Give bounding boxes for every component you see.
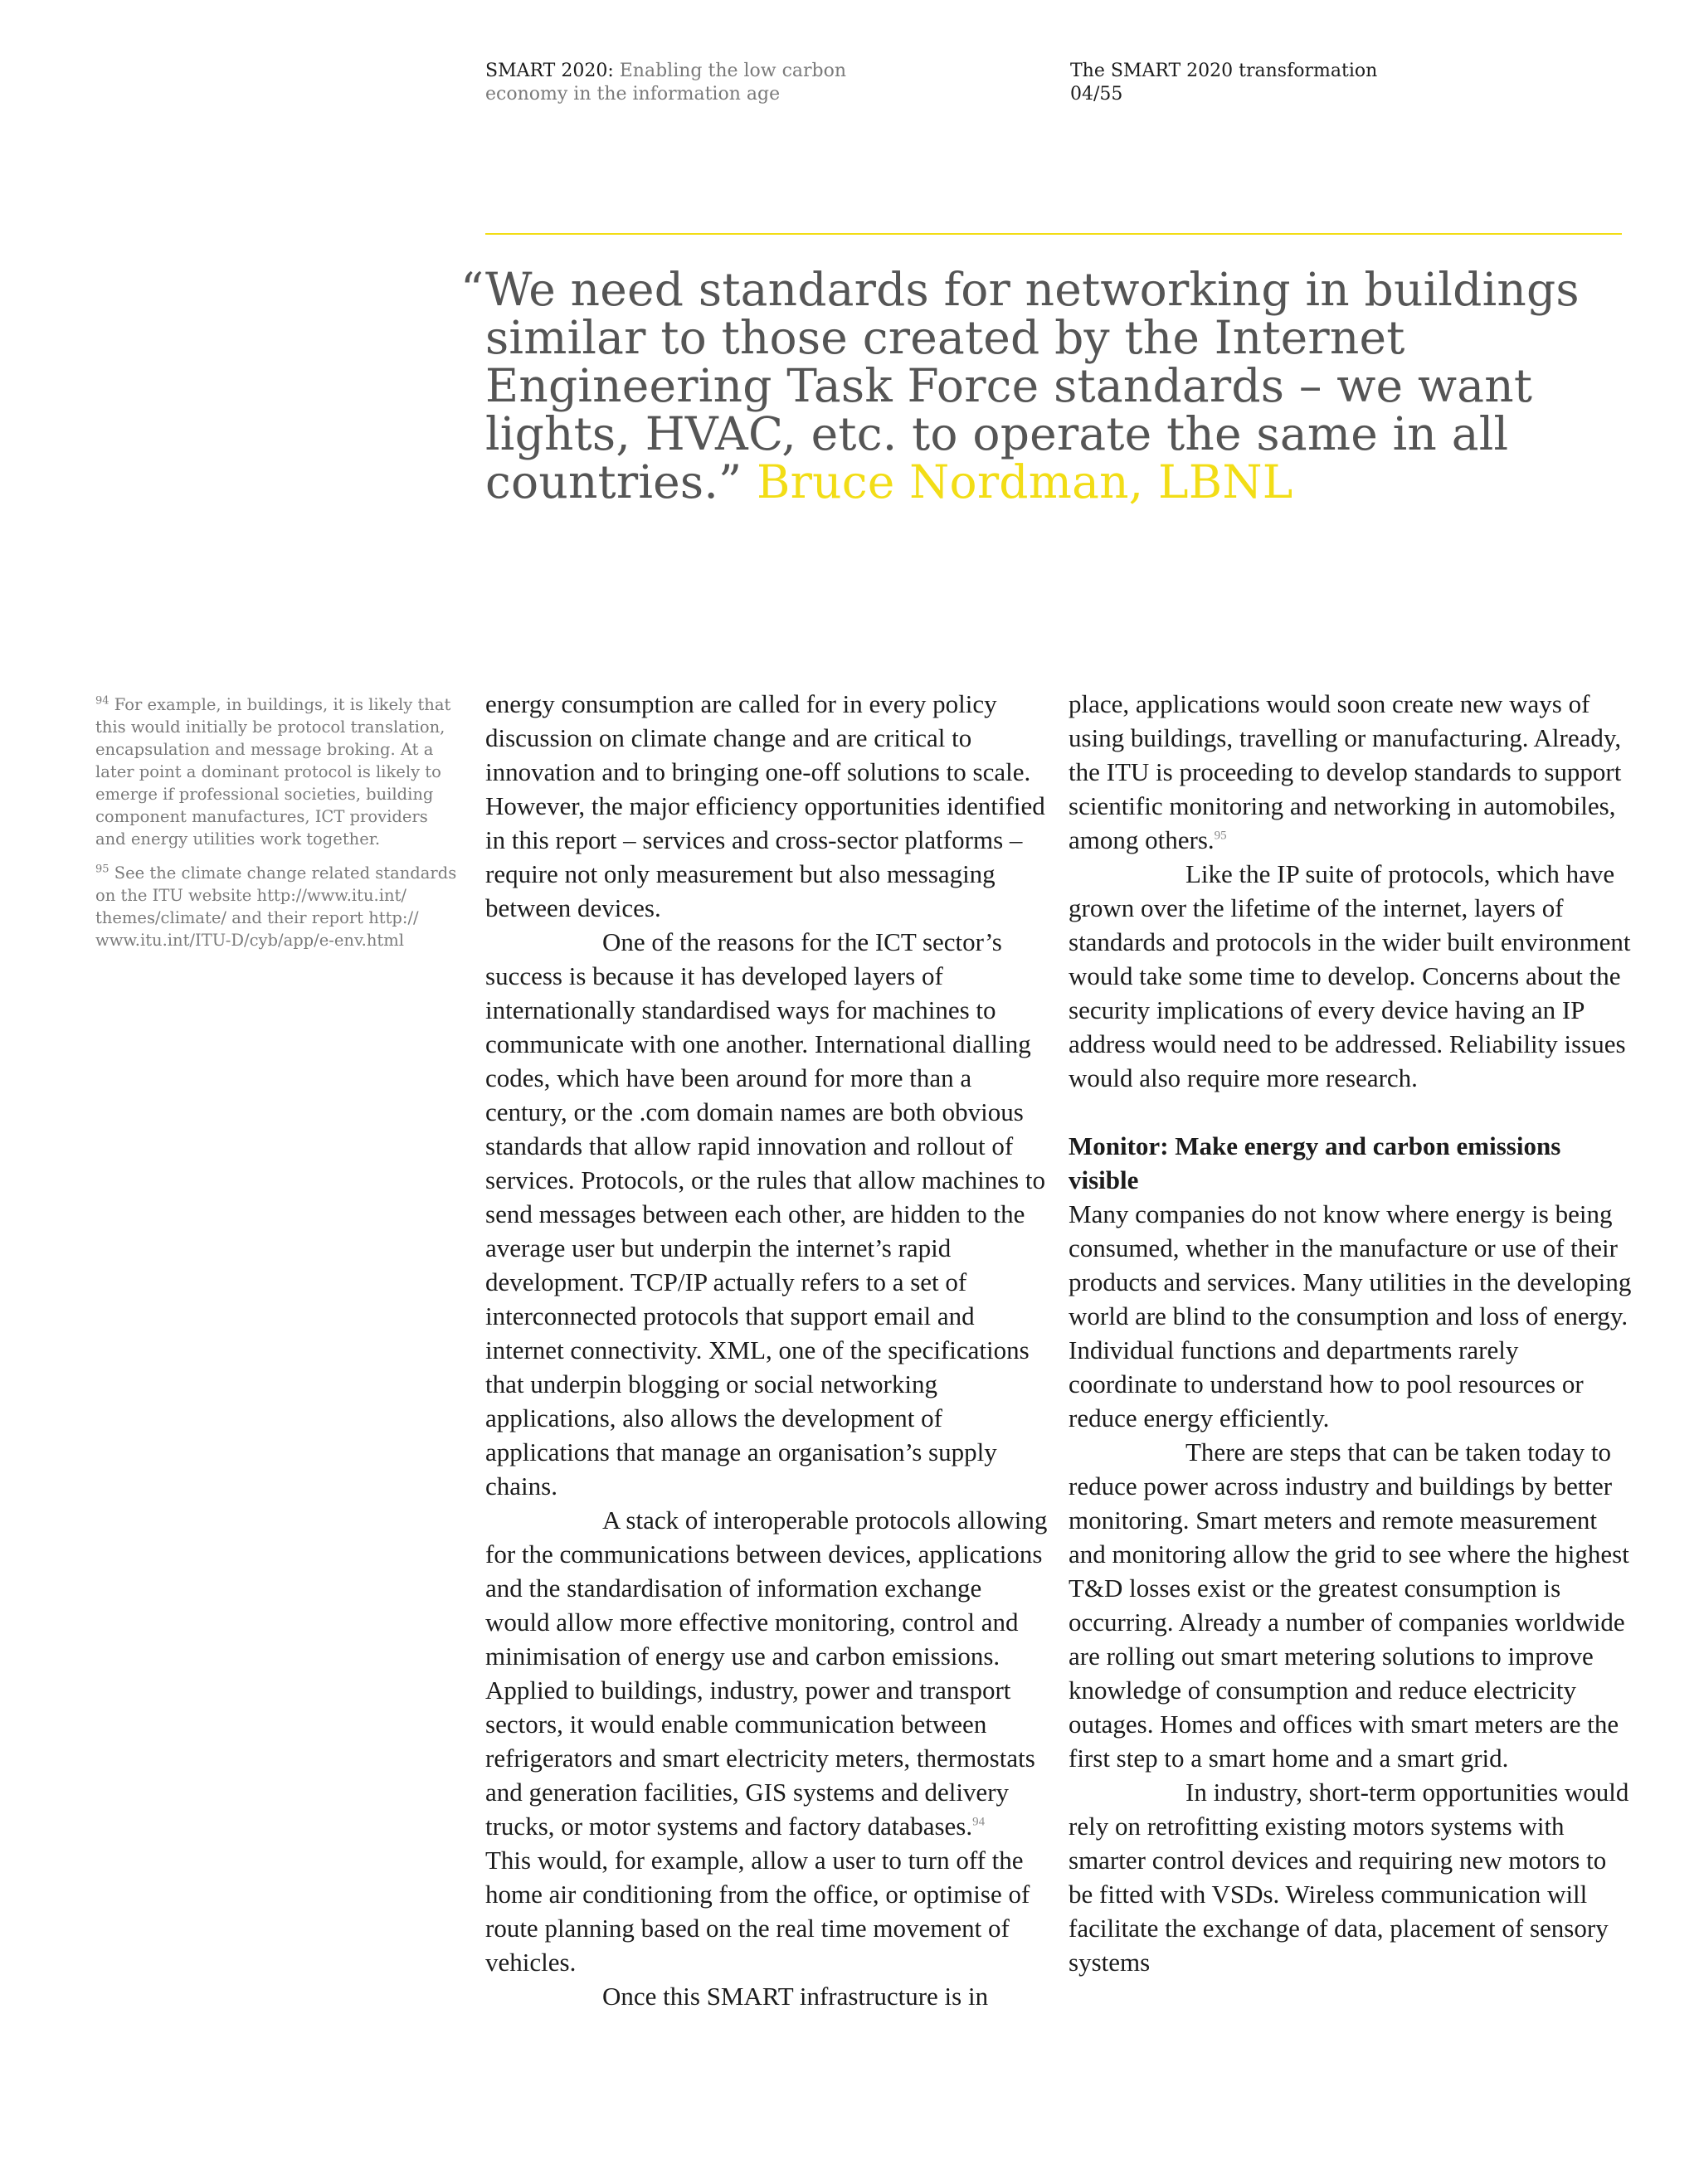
body-paragraph: Like the IP suite of protocols, which have grown over the lifetime of the internet, layers of standards and protocols in the wider built environment would take some time to develop. Concerns about the security implications of every device having an IP address would need to be addressed. Reliability issues would also require more research. [1069,859,1631,1092]
running-header-left [485,60,950,106]
pull-quote-text: We need standards for networking in buildings similar to those created by the Internet Engineering Task Force standards – we want lights, HVAC, etc. to operate the same in all countries.” [485,263,1580,508]
body-paragraph: In industry, short-term opportunities would rely on retrofitting existing motors systems with smarter control devices and requiring new motors to be fitted with VSDs. Wireless communication will facilitate the exchange of data, placement of sensory systems [1069,1778,1629,1977]
footnote-number: 95 [95,863,110,876]
page-number: 04/55 [1070,84,1123,105]
body-column-right [1069,687,1633,1979]
footnote-text: For example, in buildings, it is likely that this would initially be protocol translation, encapsulation and message broking. At a later point a dominant protocol is likely to emerge if professional societies, building component manufactures, ICT providers and energy utilities work together. [95,695,451,849]
pull-quote [460,263,1638,508]
footnote-reference-94[interactable]: 94 [972,1815,986,1829]
footnote-95 [95,862,460,951]
running-header-right [1070,60,1535,106]
open-quote-mark: “ [460,263,484,316]
body-paragraph: One of the reasons for the ICT sector’s success is because it has developed layers of internationally standardised ways for machines to communicate with one another. International dialling codes, which have been around for more than a century, or the .com domain names are both obvious standards that allow rapid innovation and rollout of services. Protocols, or the rules that allow machines to send messages between each other, are hidden to the average user but underpin the internet’s rapid development. TCP/IP actually refers to a set of interconnected protocols that support email and internet connectivity. XML, one of the specifications that underpin blogging or social networking applications, also allows the development of applications that manage an organisation’s supply chains. [485,927,1045,1501]
footnote-number: 94 [95,694,110,708]
paragraph-text: A stack of interoperable protocols allowing for the communications between devices, applications and the standardisation of information exchange would allow more effective monitoring, control and minimisation of energy use and carbon emissions. Applied to buildings, industry, power and transport sectors, it would enable communication between refrigerators and smart electricity meters, thermostats and generation facilities, GIS systems and delivery trucks, or motor systems and factory databases. [485,1505,1048,1841]
publication-subtitle-line1: Enabling the low carbon [613,61,847,81]
footnote-reference-95[interactable]: 95 [1214,829,1227,843]
body-column-left [485,687,1049,2013]
body-paragraph: This would, for example, allow a user to turn off the home air conditioning from the office, or optimise of route planning based on the real time movement of vehicles. [485,1846,1030,1977]
section-heading: Monitor: Make energy and carbon emissions visible [1069,1131,1561,1194]
footnote-text: See the climate change related standards on the ITU website http://www.itu.int/ themes/climate/ and their report http:// www.itu.int/ITU-D/cyb/app/e-env.html [95,863,457,950]
body-paragraph: There are steps that can be taken today to reduce power across industry and buildings by better monitoring. Smart meters and remote measurement and monitoring allow the grid to see where the highest T&D losses exist or the greatest consumption is occurring. Already a number of companies worldwide are rolling out smart metering solutions to improve knowledge of consumption and reduce electricity outages. Homes and offices with smart meters are the first step to a smart home and a smart grid. [1069,1437,1629,1773]
body-paragraph [1069,687,1633,857]
publication-subtitle-line2: economy in the information age [485,84,781,105]
body-paragraph: Many companies do not know where energy is being consumed, whether in the manufacture or use of their products and services. Many utilities in the developing world are blind to the consumption and loss of energy. Individual functions and departments rarely coordinate to understand how to pool resources or reduce energy efficiently. [1069,1199,1632,1432]
footnote-94 [95,693,460,850]
yellow-divider-rule [485,233,1622,235]
body-paragraph: Once this SMART infrastructure is in [602,1982,989,2011]
body-paragraph [485,1503,1049,1843]
footnotes [95,693,460,963]
pull-quote-attribution: Bruce Nordman, LBNL [757,455,1293,508]
paragraph-text: place, applications would soon create new ways of using buildings, travelling or manufacturing. Already, the ITU is proceeding to develop standards to support scientific monitoring and networking in automobiles, among others. [1069,689,1622,854]
section-title: The SMART 2020 transformation [1070,61,1378,81]
body-paragraph: energy consumption are called for in every policy discussion on climate change and are critical to innovation and to bringing one-off solutions to scale. However, the major efficiency opportunities identified in this report – services and cross-sector platforms – require not only measurement but also messaging between devices. [485,689,1045,922]
publication-title: SMART 2020: [485,61,614,81]
